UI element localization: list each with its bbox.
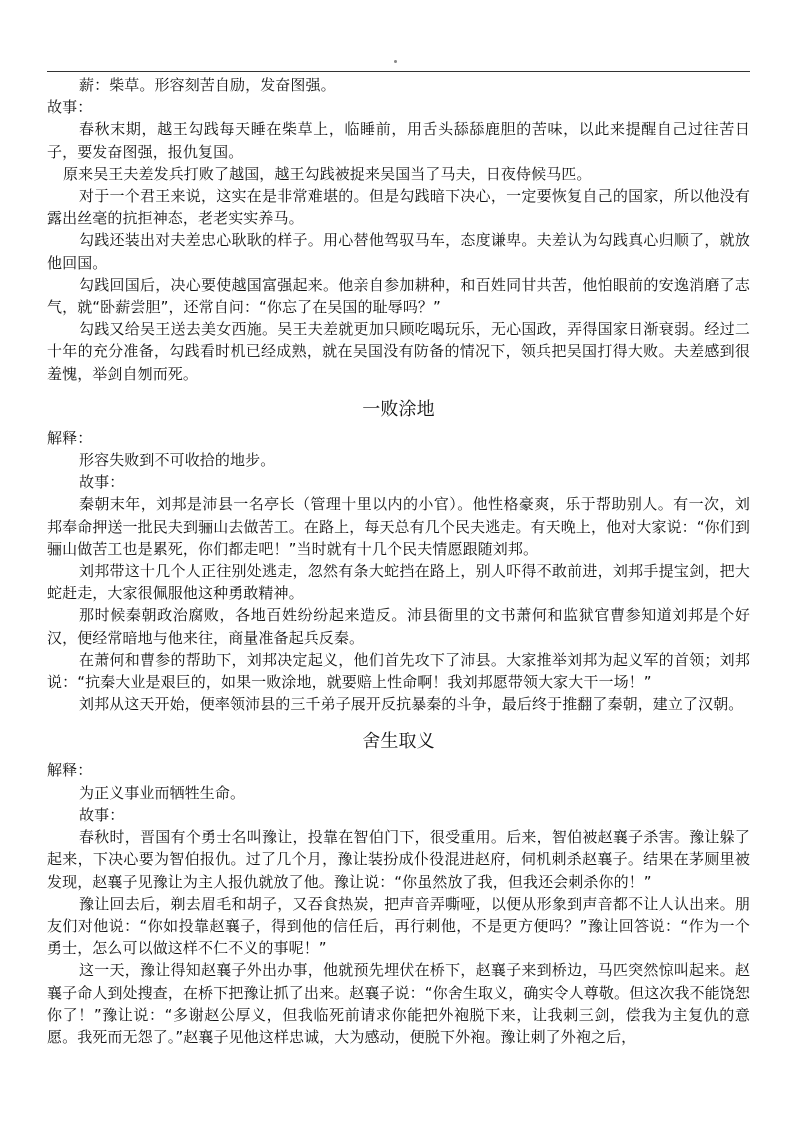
idiom-title: 一败涂地 — [362, 398, 435, 420]
meaning-line: 薪：柴草。形容刻苦自励，发奋图强。 — [79, 76, 336, 94]
paragraph: 原来吴王夫差发兵打败了越国，越王勾践被捉来吴国当了马夫，日夜侍候马匹。 — [63, 164, 592, 183]
paragraph: 勾践回国后，决心要使越国富强起来。他亲自参加耕种，和百姓同甘共苦，他怕眼前的安逸消磨了志气，就“卧薪尝胆”，还常自问：“你忘了在吴国的耻辱吗？” — [47, 275, 750, 317]
paragraph: 刘邦带这十几个人正往别处逃走，忽然有条大蛇挡在路上，别人吓得不敢前进，刘邦手提宝剑，把大蛇赶走，大家很佩服他这种勇敢精神。 — [47, 562, 750, 603]
paragraph: 勾践还装出对夫差忠心耿耿的样子。用心替他驾驭马车，态度谦卑。夫差认为勾践真心归顺了，就放他回国。 — [47, 231, 750, 272]
story-label: 故事： — [79, 473, 125, 492]
paragraph: 春秋末期，越王勾践每天睡在柴草上，临睡前，用舌头舔舔鹿胆的苦味，以此来提醒自己过往苦日子，要发奋图强，报仇复国。 — [47, 120, 750, 161]
paragraph: 刘邦从这天开始，便率领沛县的三千弟子展开反抗暴秦的斗争，最后终于推翻了秦朝，建立了汉朝。 — [79, 695, 744, 714]
paragraph: 对于一个君王来说，这实在是非常难堪的。但是勾践暗下决心，一定要恢复自己的国家，所以他没有露出丝毫的抗拒神态，老老实实养马。 — [47, 187, 750, 228]
explain-label: 解释： — [47, 428, 93, 447]
paragraph: 秦朝末年，刘邦是沛县一名亭长（管理十里以内的小官）。他性格豪爽，乐于帮助别人。有一次，刘邦奉命押送一批民夫到骊山去做苦工。在路上，每天总有几个民夫逃走。有天晚上，他对大家说：“你们到骊山做苦工也是累死，你们都走吧！”当时就有十几个民夫情愿跟随刘邦。 — [47, 495, 750, 558]
explain-label: 解释： — [47, 761, 93, 780]
meaning-text: 为正义事业而牺牲生命。 — [79, 783, 246, 802]
paragraph: 豫让回去后，剃去眉毛和胡子，又吞食热炭，把声音弄嘶哑，以便从形象到声音都不让人认出来。朋友们对他说：“你如投靠赵襄子，得到他的信任后，再行刺他，不是更方便吗？”豫让回答说：“作为一个勇士，怎么可以做这样不仁不义的事呢！” — [47, 894, 750, 958]
paragraph: 那时候秦朝政治腐败，各地百姓纷纷起来造反。沛县衙里的文书萧何和监狱官曹参知道刘邦是个好汉，便经常暗地与他来往，商量准备起兵反秦。 — [47, 606, 750, 647]
paragraph: 在萧何和曹参的帮助下，刘邦决定起义，他们首先攻下了沛县。大家推举刘邦为起义军的首领；刘邦说：“抗秦大业是艰巨的，如果一败涂地，就要赔上性命啊！我刘邦愿带领大家大干一场！” — [47, 650, 750, 692]
meaning-text: 形容失败到不可收拾的地步。 — [79, 451, 276, 470]
header-rule — [47, 71, 750, 72]
story-label: 故事： — [79, 805, 125, 824]
document-body — [47, 74, 750, 1048]
paragraph: 春秋时，晋国有个勇士名叫豫让，投靠在智伯门下，很受重用。后来，智伯被赵襄子杀害。豫让躲了起来，下决心要为智伯报仇。过了几个月，豫让装扮成仆役混进赵府，伺机刺杀赵襄子。结果在茅厕里被发现，赵襄子见豫让为主人报仇就放了他。豫让说：“你虽然放了我，但我还会刺杀你的！” — [47, 828, 750, 891]
paragraph: 勾践又给吴王送去美女西施。吴王夫差就更加只顾吃喝玩乐，无心国政，弄得国家日渐衰弱。经过二十年的充分准备，勾践看时机已经成熟，就在吴国没有防备的情况下，领兵把吴国打得大败。夫差感到很羞愧，举剑自刎而死。 — [47, 320, 750, 383]
story-label: 故事： — [47, 98, 93, 117]
idiom-title: 舍生取义 — [362, 731, 435, 753]
header-dot — [394, 60, 397, 63]
paragraph: 这一天，豫让得知赵襄子外出办事，他就预先埋伏在桥下，赵襄子来到桥边，马匹突然惊叫起来。赵襄子命人到处搜查，在桥下把豫让抓了出来。赵襄子说：“你舍生取义，确实令人尊敬。但这次我不能饶恕你了！”豫让说：“多谢赵公厚义，但我临死前请求你能把外袍脱下来，让我刺三剑，偿我为主复仇的意愿。我死而无怨了。”赵襄子见他这样忠诚，大为感动，便脱下外袍。豫让刺了外袍之后， — [47, 961, 750, 1046]
